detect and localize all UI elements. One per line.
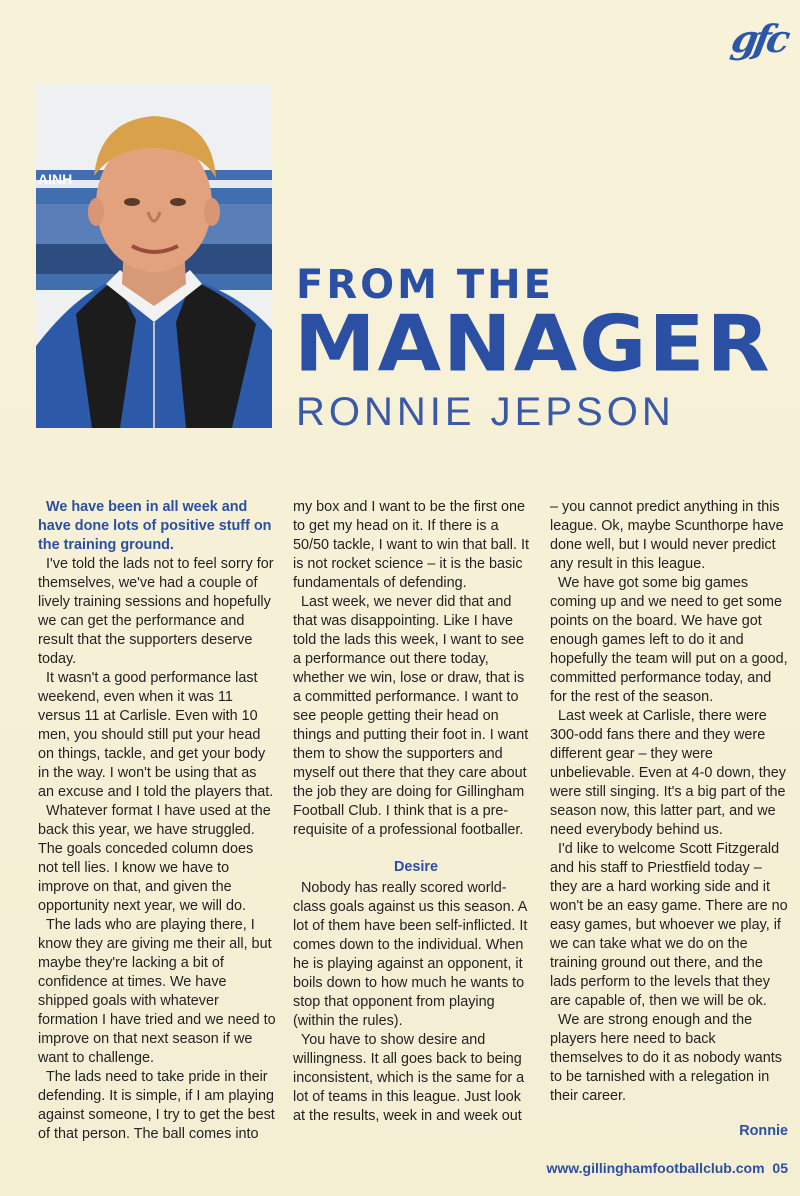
column-3 [550,498,788,1141]
paragraph: We have got some big games coming up and we need to get some points on the board. We have got enough games left to do it and hopefully the team will put on a good, committed performance today, and for the rest of the season. [550,575,788,705]
subheading-desire: Desire [393,859,438,875]
manager-portrait-icon [36,84,272,428]
paragraph: We are strong enough and the players here need to back themselves to do it as nobody wants to be tarnished with a relegation in their career. [550,1012,782,1104]
paragraph: I'd like to welcome Scott Fitzgerald and his staff to Priestfield today – they are a hard working side and it won't be an easy game. There are no easy games, but whoever we play, if we can take what we do on the training ground out there, and the lads perform to the levels that they are capable of, then we will be ok. [550,841,788,1009]
paragraph: The lads who are playing there, I know they are giving me their all, but maybe they're lacking a bit of confidence at times. We have shipped goals with whatever formation I have tried and we need to improve on that next season if we want to challenge. [38,917,276,1066]
paragraph: Nobody has really scored world-class goals against us this season. A lot of them have been self-inflicted. It comes down to the individual. When he is playing against an opponent, it boils down to how much he wants to stop that opponent from playing (within the rules). [293,880,528,1029]
paragraph: my box and I want to be the first one to get my head on it. If there is a 50/50 tackle, I want to win that ball. It is not rocket science – it is the basic fundamentals of defending. [293,499,529,591]
paragraph: It wasn't a good performance last weekend, even when it was 11 versus 11 at Carlisle. Even with 10 men, you should still put your head on things, tackle, and get your body in the way. I won't be using that as an excuse and I told the players that. [38,670,274,800]
manager-photo [36,84,272,428]
svg-text:AINH: AINH [38,171,73,187]
title-line2: MANAGER [294,299,772,390]
club-logo: gfc [727,16,790,61]
signature: Ronnie [739,1123,788,1139]
manager-name: RONNIE JEPSON [296,390,675,434]
paragraph: Whatever format I have used at the back this year, we have struggled. The goals conceded column does not tell lies. I know we have to improve on that, and given the opportunity next year, we will do. [38,803,271,914]
title-line1: FROM THE [296,262,554,308]
article-body [38,498,788,1142]
article-lead: We have been in all week and have done lots of positive stuff on the training ground. [38,499,272,553]
paragraph: – you cannot predict anything in this league. Ok, maybe Scunthorpe have done well, but I would never predict any result in this league. [550,499,784,572]
paragraph: Last week, we never did that and that was disappointing. Like I have told the lads this week, I want to see a performance out there today, whether we win, lose or draw, that is a committed performance. I want to see people getting their head on things and putting their foot in. I want them to show the supporters and myself out there that they care about the job they are doing for Gillingham Football Club. I think that is a pre-requisite of a professional footballer. [293,594,529,838]
page-footer [546,1160,788,1176]
footer-url[interactable]: www.gillinghamfootballclub.com [546,1160,765,1176]
page-number: 05 [772,1160,788,1176]
paragraph: Last week at Carlisle, there were 300-odd fans there and they were different gear – they were unbelievable. Even at 4-0 down, they were still singing. It's a big part of the season now, this latter part, and we need everybody behind us. [550,708,787,838]
paragraph: You have to show desire and willingness. It all goes back to being inconsistent, which is the same for a lot of teams in this league. Just look at the results, week in and week out [293,1032,525,1124]
paragraph: The lads need to take pride in their defending. It is simple, if I am playing against someone, I try to get the best of that person. The ball comes into [38,1069,275,1142]
paragraph: I've told the lads not to feel sorry for themselves, we've had a couple of lively training sessions and hopefully we can get the performance and result that the supporters deserve today. [38,556,274,667]
column-1 [38,498,276,1144]
column-2 [293,498,531,1126]
